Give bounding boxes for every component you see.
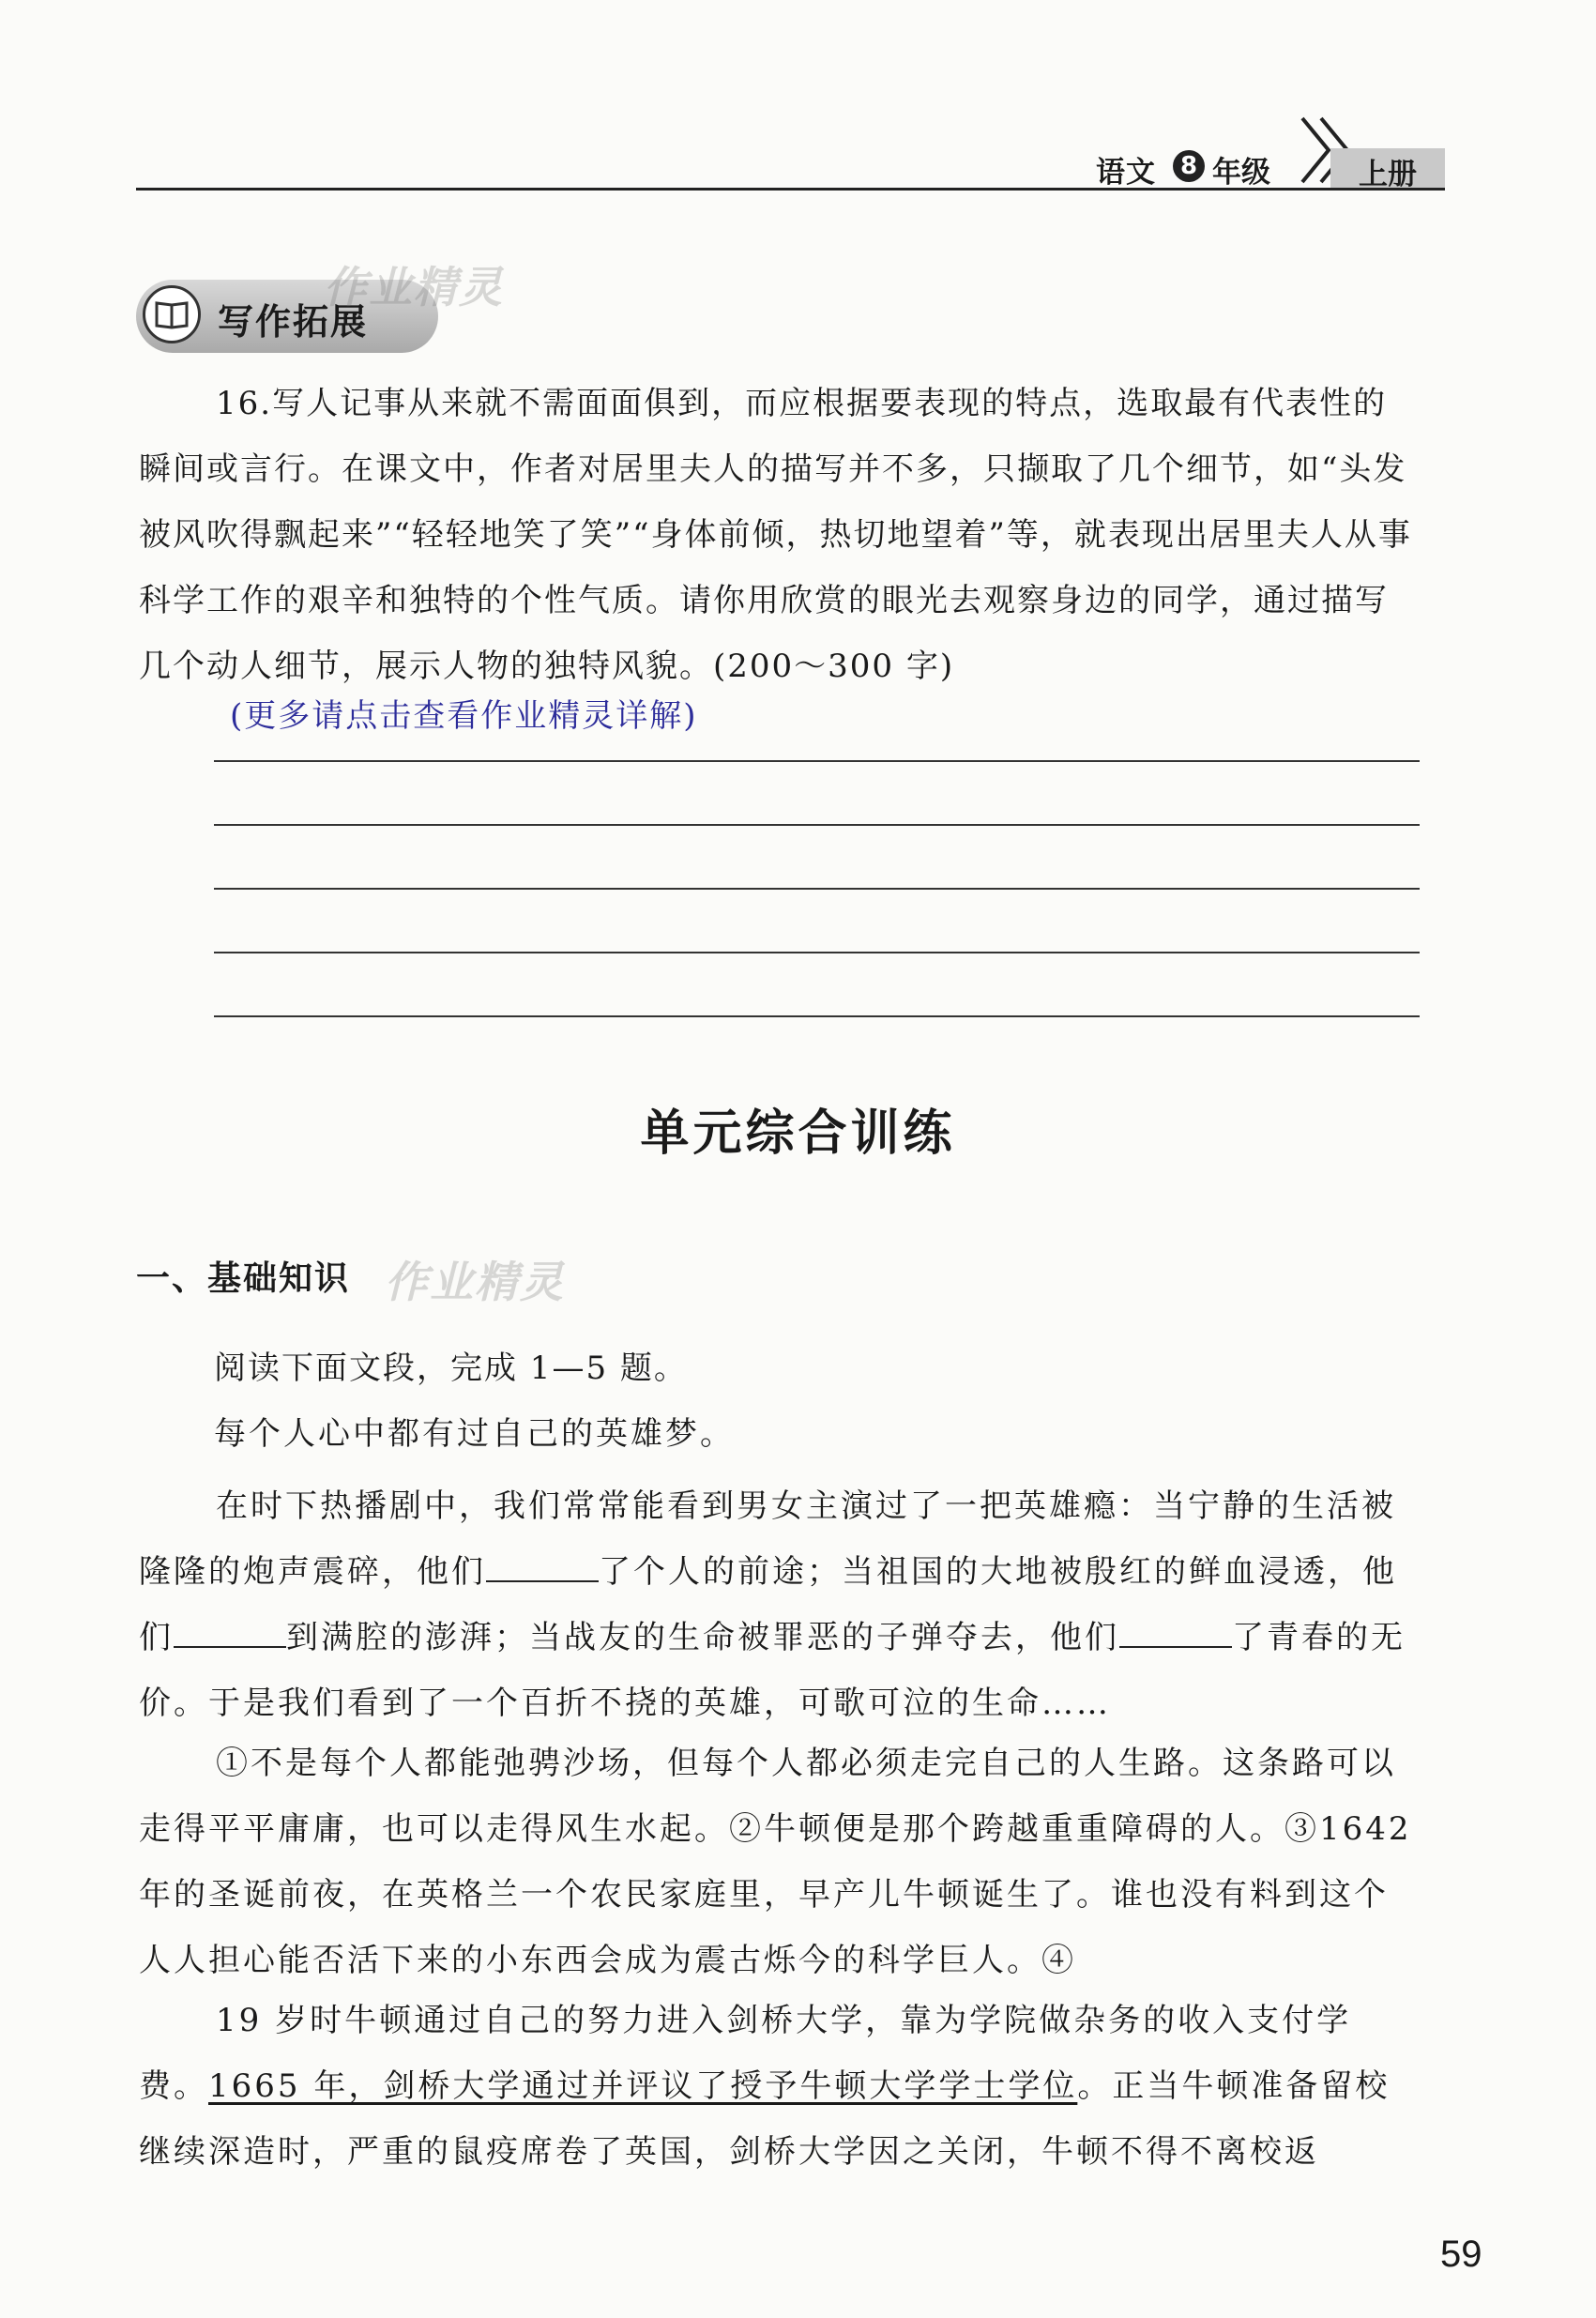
section-title-writing: 写作拓展: [218, 300, 369, 343]
header-volume: 上册: [1359, 158, 1417, 191]
paragraph-4: [139, 1988, 1420, 2185]
answer-line[interactable]: [214, 952, 1420, 953]
fill-blank-1[interactable]: [486, 1552, 599, 1582]
header-grade-number: 8: [1173, 150, 1205, 182]
paragraph-2-part-c: 到满腔的澎湃；当战友的生命被罪恶的子弹夺去，他们: [286, 1619, 1119, 1656]
fill-blank-3[interactable]: [1119, 1618, 1232, 1648]
paragraph-4-part-a: 19 岁时牛顿通过自己的努力进入剑桥大学，靠为学院做杂务的收入支付学费。: [139, 2002, 1352, 2105]
answer-line[interactable]: [214, 888, 1420, 890]
underlined-sentence: 1665 年，剑桥大学通过并评议了授予牛顿大学学士学位: [208, 2067, 1078, 2105]
paragraph-2: [139, 1473, 1420, 1736]
answer-line[interactable]: [214, 824, 1420, 826]
paragraph-2-part-d: 了青春的无价。于是我们看到了一个百折不挠的英雄，可歌可泣的生命……: [139, 1619, 1406, 1722]
more-details-link[interactable]: (更多请点击查看作业精灵详解): [230, 697, 698, 735]
paragraph-1: 每个人心中都有过自己的英雄梦。: [214, 1415, 735, 1453]
header-subject: 语文: [1096, 156, 1156, 190]
fill-blank-2[interactable]: [174, 1618, 286, 1648]
unit-title: 单元综合训练: [640, 1106, 956, 1162]
answer-line[interactable]: [214, 1015, 1420, 1017]
paragraph-4-part-b: 。正当牛顿准备留校继续深造时，严重的鼠疫席卷了英国，剑桥大学因之关闭，牛顿不得不离校返: [139, 2067, 1391, 2171]
instruction: 阅读下面文段，完成 1—5 题。: [214, 1350, 688, 1387]
paragraph-2-part-a: 在时下热播剧中，我们常常能看到男女主演过了一把英雄瘾：当宁静的生活被隆隆的炮声震碎，他们: [139, 1487, 1396, 1591]
paragraph-3: ①不是每个人都能弛骋沙场，但每个人都必须走完自己的人生路。这条路可以走得平平庸庸，也可以走得风生水起。②牛顿便是那个跨越重重障碍的人。③1642 年的圣诞前夜，在英格兰一个农民家庭里，早产儿牛顿诞生了。谁也没有料到这个人人担心能否活下来的小东西会成为震古烁今的科学巨人。④: [139, 1745, 1412, 1979]
question-16: 16.写人记事从来就不需面面俱到，而应根据要表现的特点，选取最有代表性的瞬间或言行。在课文中，作者对居里夫人的描写并不多，只撷取了几个细节，如“头发被风吹得飘起来”“轻轻地笑了笑”“身体前倾，热切地望着”等，就表现出居里夫人从事科学工作的艰辛和独特的个性气质。请你用欣赏的眼光去观察身边的同学，通过描写几个动人细节，展示人物的独特风貌。(200～300 字): [139, 385, 1412, 685]
header-grade-label: 年级: [1212, 156, 1270, 190]
section1-title: 一、基础知识: [136, 1259, 351, 1298]
watermark: 作业精灵: [324, 262, 504, 313]
page-number: 59: [1440, 2234, 1482, 2275]
watermark: 作业精灵: [385, 1257, 565, 1307]
paragraph-2-part-b: 了个人的前途；当祖国的大地被殷红的鲜血浸透，他们: [139, 1553, 1397, 1656]
open-book-icon: [153, 296, 190, 337]
answer-line[interactable]: [214, 760, 1420, 762]
